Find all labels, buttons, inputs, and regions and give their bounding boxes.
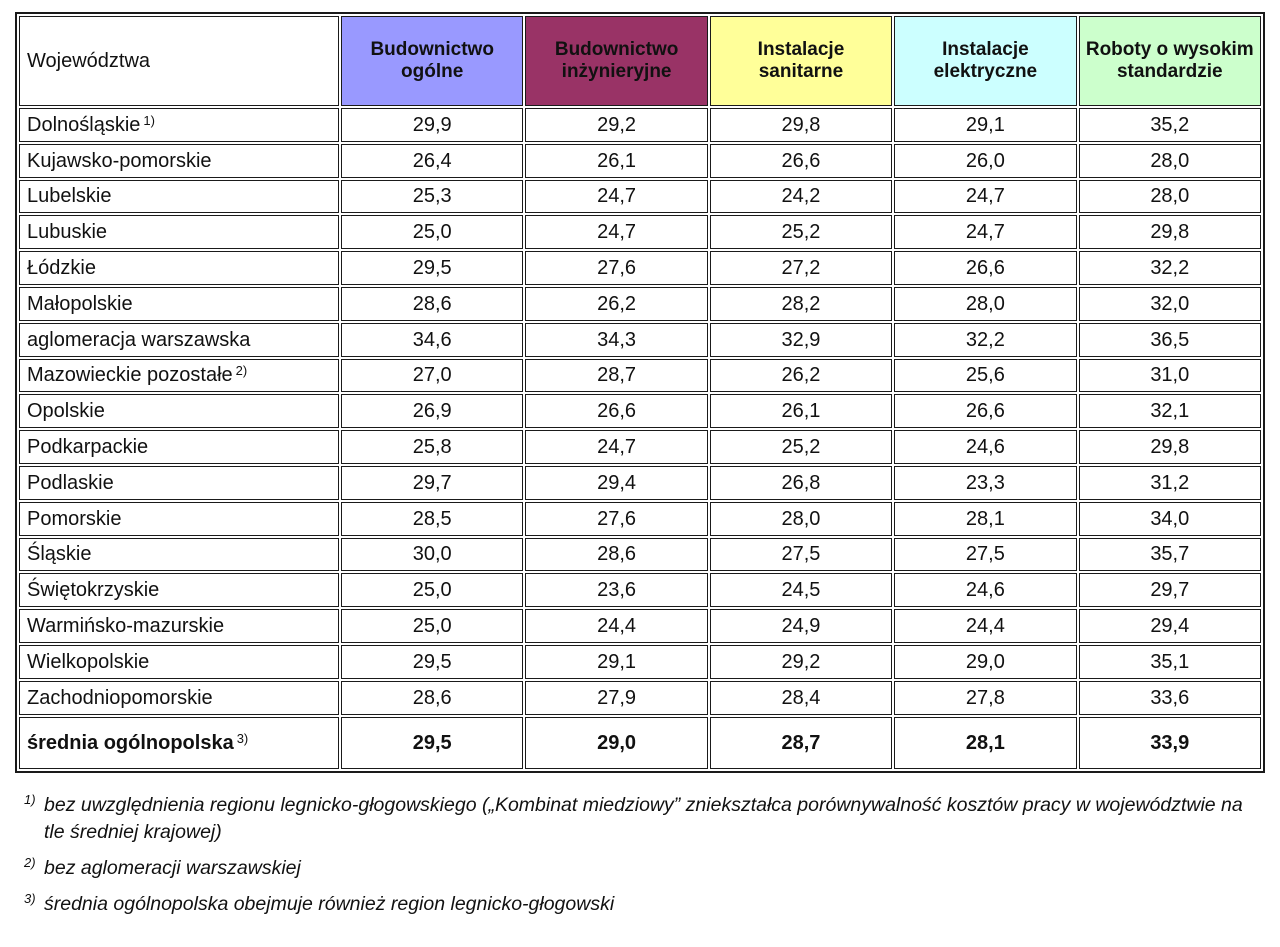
table-row: [19, 215, 1261, 249]
value-cell: 28,6: [525, 538, 707, 572]
region-name: Warmińsko-mazurskie: [27, 615, 225, 638]
value-cell: 24,7: [525, 430, 707, 464]
region-name: Lubuskie: [27, 221, 108, 244]
value-cell: 35,2: [1079, 108, 1261, 142]
value-cell: 25,8: [341, 430, 523, 464]
value-cell: 25,2: [710, 215, 892, 249]
table-row: [19, 609, 1261, 643]
value-cell: 28,7: [525, 359, 707, 393]
value-cell: 29,4: [525, 466, 707, 500]
value-cell: 26,9: [341, 394, 523, 428]
value-cell: 27,6: [525, 502, 707, 536]
value-cell: 26,1: [525, 144, 707, 178]
value-cell: 29,7: [1079, 573, 1261, 607]
value-cell: 27,9: [525, 681, 707, 715]
value-cell: 25,0: [341, 609, 523, 643]
table-body: [19, 108, 1261, 769]
value-cell: 24,4: [525, 609, 707, 643]
value-cell: 29,5: [341, 645, 523, 679]
value-cell: 27,5: [710, 538, 892, 572]
region-cell: [19, 645, 339, 679]
region-name: Kujawsko-pomorskie: [27, 149, 212, 172]
value-cell: 23,3: [894, 466, 1076, 500]
value-cell: 33,6: [1079, 681, 1261, 715]
value-cell: 29,8: [1079, 215, 1261, 249]
value-cell: 29,9: [341, 108, 523, 142]
region-cell: [19, 215, 339, 249]
value-cell: 23,6: [525, 573, 707, 607]
value-cell: 27,2: [710, 251, 892, 285]
column-header-3: Instalacje sanitarne: [710, 16, 892, 106]
value-cell: 27,8: [894, 681, 1076, 715]
labor-cost-table-frame: [15, 12, 1265, 773]
labor-cost-table: [17, 14, 1263, 771]
value-cell: 24,7: [894, 215, 1076, 249]
value-cell: 26,6: [894, 251, 1076, 285]
footnote-reference: 1): [143, 112, 155, 128]
value-cell: 28,4: [710, 681, 892, 715]
table-row: [19, 323, 1261, 357]
value-cell: 29,1: [525, 645, 707, 679]
region-name: aglomeracja warszawska: [27, 328, 251, 351]
region-cell: [19, 717, 339, 769]
value-cell: 36,5: [1079, 323, 1261, 357]
value-cell: 32,2: [894, 323, 1076, 357]
value-cell: 35,7: [1079, 538, 1261, 572]
table-row: [19, 394, 1261, 428]
region-name: Podkarpackie: [27, 436, 149, 459]
value-cell: 29,5: [341, 251, 523, 285]
region-name: Lubelskie: [27, 185, 112, 208]
region-cell: [19, 359, 339, 393]
header-row: [19, 16, 1261, 106]
value-cell: 29,8: [1079, 430, 1261, 464]
value-cell: 25,0: [341, 215, 523, 249]
region-cell: [19, 609, 339, 643]
column-header-2: Budownictwo inżynieryjne: [525, 16, 707, 106]
value-cell: 29,0: [525, 717, 707, 769]
column-header-1: Budownictwo ogólne: [341, 16, 523, 106]
value-cell: 35,1: [1079, 645, 1261, 679]
region-cell: [19, 502, 339, 536]
region-name: Mazowieckie pozostałe: [27, 364, 233, 387]
region-cell: [19, 287, 339, 321]
value-cell: 24,2: [710, 180, 892, 214]
footnote: [22, 792, 1262, 846]
value-cell: 31,0: [1079, 359, 1261, 393]
region-name: Podlaskie: [27, 471, 114, 494]
region-cell: [19, 681, 339, 715]
value-cell: 28,1: [894, 502, 1076, 536]
region-name: Pomorskie: [27, 507, 122, 530]
value-cell: 34,3: [525, 323, 707, 357]
table-row: [19, 538, 1261, 572]
value-cell: 33,9: [1079, 717, 1261, 769]
region-name: Świętokrzyskie: [27, 579, 160, 602]
value-cell: 31,2: [1079, 466, 1261, 500]
region-cell: [19, 430, 339, 464]
region-name: Dolnośląskie: [27, 113, 141, 136]
footnote: [22, 855, 1262, 882]
value-cell: 28,0: [894, 287, 1076, 321]
value-cell: 34,0: [1079, 502, 1261, 536]
value-cell: 28,7: [710, 717, 892, 769]
value-cell: 25,2: [710, 430, 892, 464]
value-cell: 24,6: [894, 573, 1076, 607]
value-cell: 26,6: [710, 144, 892, 178]
region-name: Śląskie: [27, 543, 92, 566]
value-cell: 25,0: [341, 573, 523, 607]
footnote-reference: 3): [236, 730, 249, 746]
region-column-header: Województwa: [19, 16, 339, 106]
table-row: [19, 430, 1261, 464]
region-cell: [19, 394, 339, 428]
value-cell: 28,0: [710, 502, 892, 536]
region-name: Łódzkie: [27, 257, 96, 280]
table-row: [19, 573, 1261, 607]
value-cell: 28,0: [1079, 180, 1261, 214]
value-cell: 24,7: [525, 215, 707, 249]
table-row: [19, 180, 1261, 214]
footnotes: [22, 792, 1262, 927]
value-cell: 26,4: [341, 144, 523, 178]
value-cell: 24,5: [710, 573, 892, 607]
footnote-mark: 1): [24, 792, 36, 807]
table-row: [19, 681, 1261, 715]
footnote-reference: 2): [235, 363, 248, 379]
value-cell: 24,7: [894, 180, 1076, 214]
value-cell: 27,5: [894, 538, 1076, 572]
value-cell: 29,1: [894, 108, 1076, 142]
value-cell: 32,0: [1079, 287, 1261, 321]
region-name: Wielkopolskie: [27, 650, 150, 673]
value-cell: 28,6: [341, 287, 523, 321]
value-cell: 26,6: [894, 394, 1076, 428]
value-cell: 24,7: [525, 180, 707, 214]
value-cell: 29,2: [710, 645, 892, 679]
value-cell: 29,8: [710, 108, 892, 142]
value-cell: 26,8: [710, 466, 892, 500]
value-cell: 28,5: [341, 502, 523, 536]
value-cell: 24,9: [710, 609, 892, 643]
table-row: [19, 359, 1261, 393]
region-cell: [19, 573, 339, 607]
region-name: Małopolskie: [27, 292, 133, 315]
column-header-5: Roboty o wysokim standardzie: [1079, 16, 1261, 106]
value-cell: 25,3: [341, 180, 523, 214]
value-cell: 28,6: [341, 681, 523, 715]
value-cell: 32,1: [1079, 394, 1261, 428]
value-cell: 29,2: [525, 108, 707, 142]
value-cell: 26,1: [710, 394, 892, 428]
value-cell: 34,6: [341, 323, 523, 357]
footnote-text: bez aglomeracji warszawskiej: [44, 857, 301, 879]
table-row: [19, 144, 1261, 178]
value-cell: 26,6: [525, 394, 707, 428]
value-cell: 27,6: [525, 251, 707, 285]
region-cell: [19, 323, 339, 357]
value-cell: 28,1: [894, 717, 1076, 769]
region-cell: [19, 144, 339, 178]
table-row: [19, 108, 1261, 142]
footnote-mark: 3): [24, 891, 36, 906]
table-row: [19, 287, 1261, 321]
value-cell: 27,0: [341, 359, 523, 393]
value-cell: 26,2: [525, 287, 707, 321]
region-cell: [19, 108, 339, 142]
region-cell: [19, 251, 339, 285]
footnote-mark: 2): [24, 855, 36, 870]
value-cell: 25,6: [894, 359, 1076, 393]
table-row: [19, 251, 1261, 285]
column-header-4: Instalacje elektryczne: [894, 16, 1076, 106]
value-cell: 24,6: [894, 430, 1076, 464]
value-cell: 29,0: [894, 645, 1076, 679]
value-cell: 29,4: [1079, 609, 1261, 643]
region-cell: [19, 466, 339, 500]
table-row: [19, 645, 1261, 679]
footnote: [22, 891, 1262, 918]
value-cell: 32,9: [710, 323, 892, 357]
region-name: średnia ogólnopolska: [27, 731, 234, 754]
region-name: Opolskie: [27, 400, 105, 423]
footnote-text: bez uwzględnienia regionu legnicko-głogowskiego („Kombinat miedziowy” zniekształca porównywalność kosztów pracy w województwie na tle średniej krajowej): [44, 794, 1243, 843]
region-cell: [19, 180, 339, 214]
value-cell: 28,0: [1079, 144, 1261, 178]
region-cell: [19, 538, 339, 572]
table-row: [19, 466, 1261, 500]
value-cell: 29,5: [341, 717, 523, 769]
value-cell: 28,2: [710, 287, 892, 321]
footnote-text: średnia ogólnopolska obejmuje również region legnicko-głogowski: [44, 893, 615, 915]
region-name: Zachodniopomorskie: [27, 686, 213, 709]
total-row: [19, 717, 1261, 769]
value-cell: 26,2: [710, 359, 892, 393]
value-cell: 32,2: [1079, 251, 1261, 285]
value-cell: 29,7: [341, 466, 523, 500]
value-cell: 26,0: [894, 144, 1076, 178]
value-cell: 24,4: [894, 609, 1076, 643]
table-row: [19, 502, 1261, 536]
value-cell: 30,0: [341, 538, 523, 572]
